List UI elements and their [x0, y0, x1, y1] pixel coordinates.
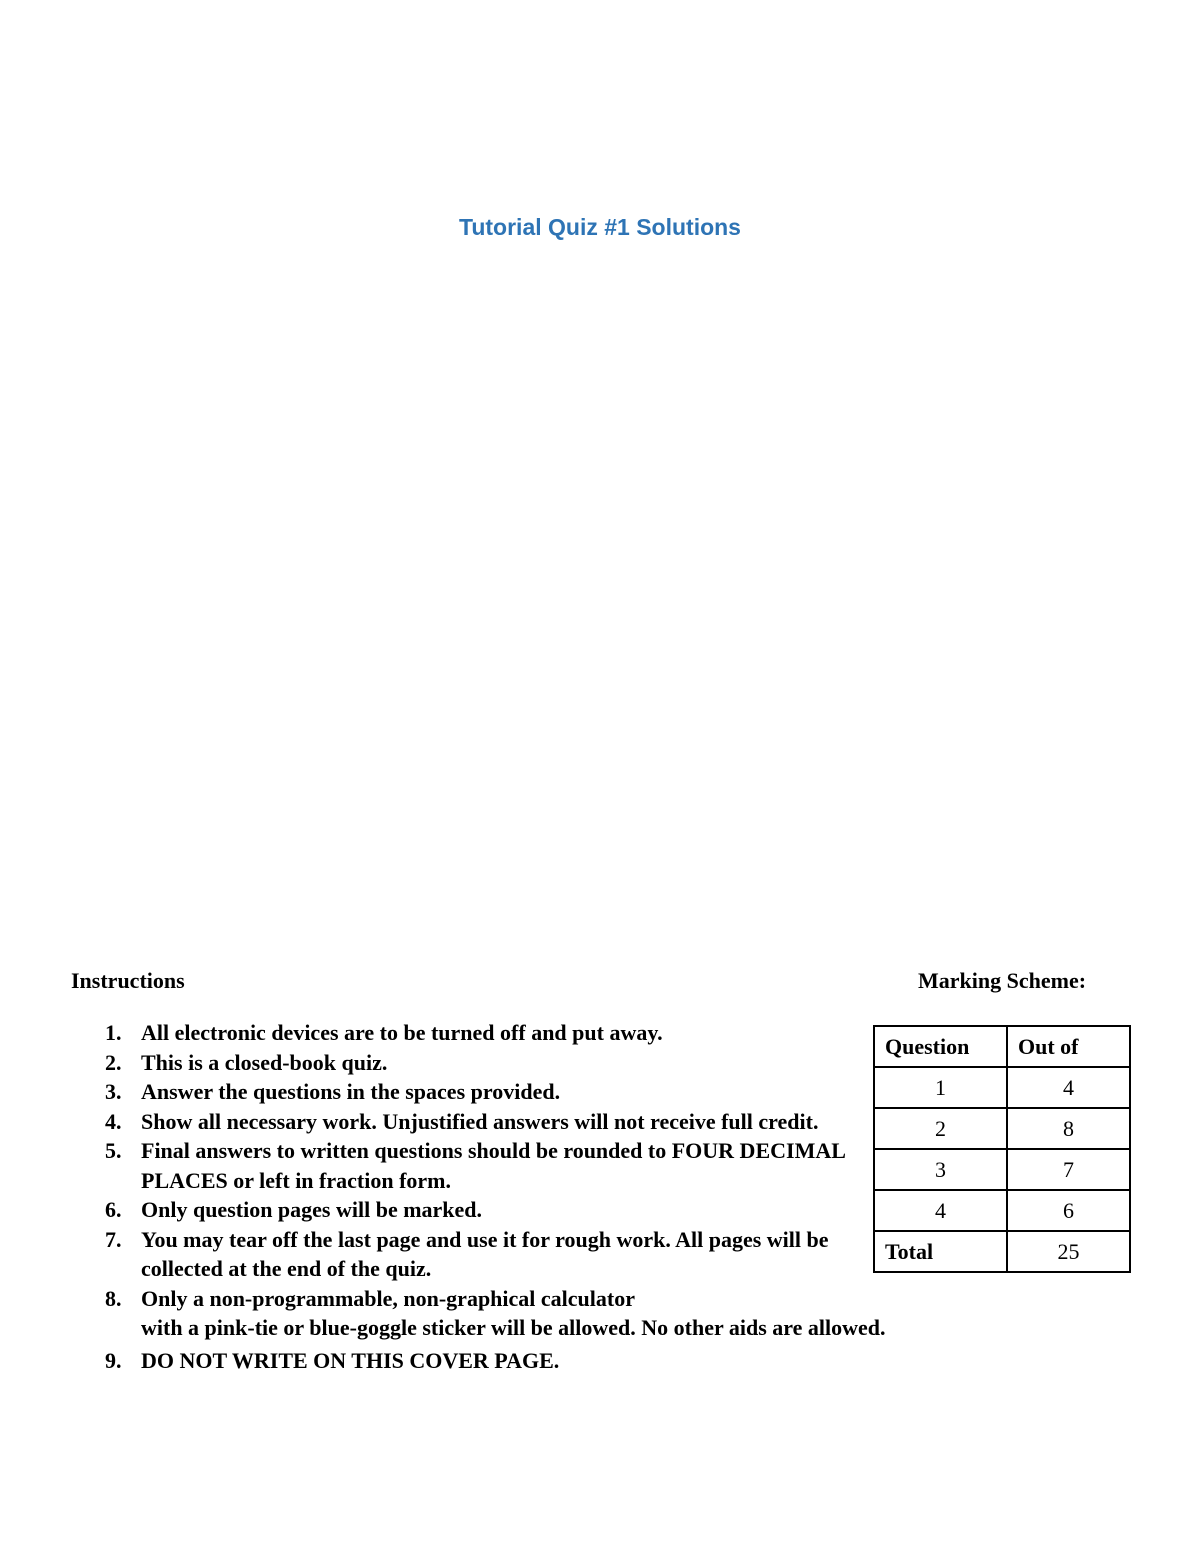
instructions-heading: Instructions — [71, 968, 185, 993]
question-number: 3 — [874, 1149, 1007, 1190]
question-number: 4 — [874, 1190, 1007, 1231]
question-number: 2 — [874, 1108, 1007, 1149]
question-out-of: 6 — [1007, 1190, 1130, 1231]
instruction-number: 6. — [105, 1197, 122, 1222]
instruction-item — [0, 1346, 861, 1376]
instruction-item — [0, 1107, 861, 1137]
question-out-of: 7 — [1007, 1149, 1130, 1190]
instruction-text: This is a closed-book quiz. — [141, 1049, 388, 1075]
instruction-number: 4. — [105, 1108, 122, 1134]
instruction-number: 2. — [105, 1049, 122, 1075]
instruction-item — [0, 1195, 861, 1225]
document-title: Tutorial Quiz #1 Solutions — [459, 214, 741, 240]
total-label: Total — [874, 1231, 1007, 1272]
table-header-row — [874, 1026, 1130, 1067]
instruction-text-line2: with a pink-tie or blue-goggle sticker will be allowed. No other aids are allowed. — [141, 1315, 886, 1340]
instruction-item — [0, 1048, 861, 1078]
table-row — [874, 1067, 1130, 1108]
instruction-text-line1: Only a non-programmable, non-graphical calculator — [141, 1285, 635, 1311]
instruction-text: Only question pages will be marked. — [141, 1197, 483, 1222]
header-out-of: Out of — [1007, 1026, 1130, 1067]
marking-scheme-table — [873, 1025, 1131, 1273]
instruction-text: All electronic devices are to be turned off and put away. — [141, 1020, 663, 1045]
instruction-number: 5. — [105, 1138, 122, 1163]
instruction-number: 9. — [105, 1347, 122, 1373]
table-total-row — [874, 1231, 1130, 1272]
instruction-item — [0, 1136, 861, 1195]
header-question: Question — [874, 1026, 1007, 1067]
instruction-number: 1. — [105, 1020, 122, 1045]
instruction-number: 8. — [105, 1285, 122, 1311]
instruction-text: Answer the questions in the spaces provided. — [141, 1079, 561, 1104]
instruction-text: Show all necessary work. Unjustified answers will not receive full credit. — [141, 1108, 819, 1134]
total-value: 25 — [1007, 1231, 1130, 1272]
question-number: 1 — [874, 1067, 1007, 1108]
table-row — [874, 1149, 1130, 1190]
question-out-of: 4 — [1007, 1067, 1130, 1108]
instruction-text: Final answers to written questions should be rounded to FOUR DECIMAL PLACES or left in fraction form. — [141, 1138, 845, 1193]
instruction-item — [0, 1284, 1041, 1343]
instruction-number: 7. — [105, 1226, 122, 1252]
instruction-text: DO NOT WRITE ON THIS COVER PAGE. — [141, 1347, 560, 1373]
instruction-number: 3. — [105, 1079, 122, 1104]
instruction-item — [0, 1225, 861, 1284]
instruction-item — [0, 1077, 861, 1107]
table-row — [874, 1108, 1130, 1149]
instruction-text: You may tear off the last page and use it for rough work. All pages will be collected at the end of the quiz. — [141, 1226, 829, 1281]
marking-scheme-heading: Marking Scheme: — [918, 968, 1087, 993]
instruction-item — [0, 1018, 861, 1048]
question-out-of: 8 — [1007, 1108, 1130, 1149]
table-row — [874, 1190, 1130, 1231]
